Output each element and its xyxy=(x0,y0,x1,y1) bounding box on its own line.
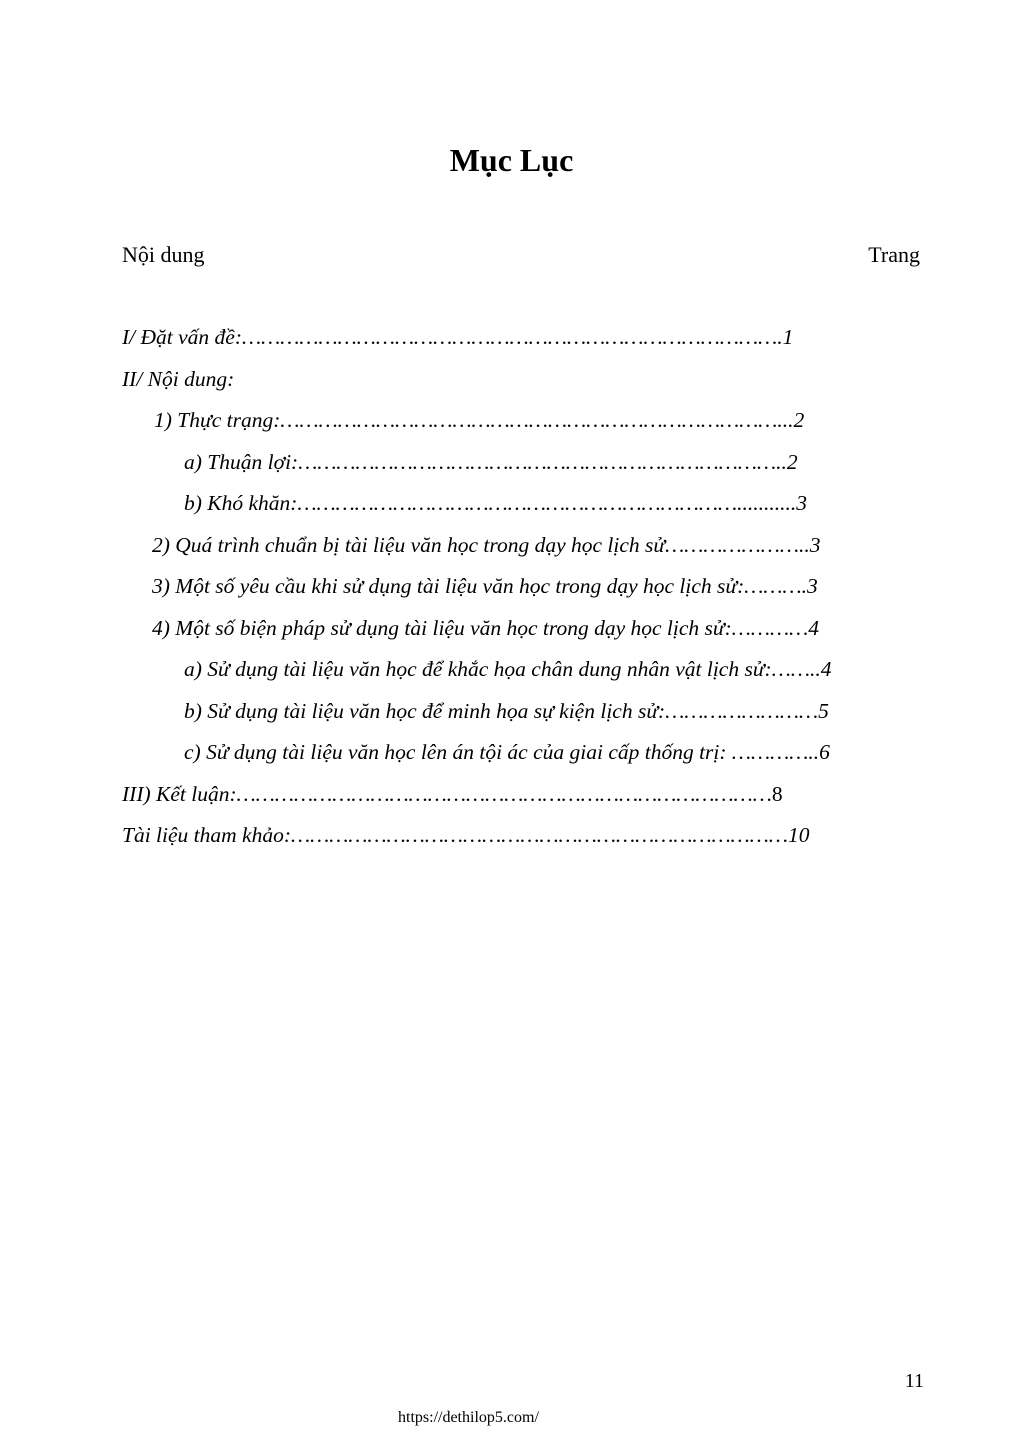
toc-entry-bien-phap xyxy=(152,613,819,643)
toc-entry-khac-hoa-chan-dung xyxy=(184,654,831,684)
toc-entry-page-number: 8 xyxy=(771,782,783,806)
page-title: Mục Lục xyxy=(449,142,574,178)
toc-entry-text: II/ Nội dung: xyxy=(122,367,235,391)
toc-entry-text: 2) Quá trình chuẩn bị tài liệu văn học trong dạy học lịch sử…………………..3 xyxy=(152,533,821,557)
toc-entry-text: 3) Một số yêu cầu khi sử dụng tài liệu văn học trong dạy học lịch sử:……….3 xyxy=(152,574,818,598)
toc-entry-text: b) Khó khăn:……………………………………………………………...........3 xyxy=(184,491,808,515)
toc-entry-text: b) Sử dụng tài liệu văn học để minh họa sự kiện lịch sử:……………………5 xyxy=(184,699,829,723)
footer-url: https://dethilop5.com/ xyxy=(398,1409,539,1426)
toc-entry-text: a) Sử dụng tài liệu văn học để khắc họa chân dung nhân vật lịch sử:……..4 xyxy=(184,657,832,681)
toc-entry-text: Tài liệu tham khảo:……………………………………………………………………10 xyxy=(122,823,810,847)
toc-entry-text: 1) Thực trạng:……………………………………………………………………...2 xyxy=(154,408,805,432)
toc-entry-yeu-cau xyxy=(152,571,818,601)
content-column-header: Nội dung xyxy=(122,242,205,267)
page-number: 11 xyxy=(904,1370,924,1392)
toc-entry-text: III) Kết luận:………………………………………………………………………… xyxy=(122,782,772,806)
toc-entry-thuc-trang xyxy=(154,405,804,435)
toc-entry-text: c) Sử dụng tài liệu văn học lên án tội ác của giai cấp thống trị: …………..6 xyxy=(184,740,830,764)
toc-entry-kho-khan xyxy=(184,488,807,518)
toc-entry-len-an-toi-ac xyxy=(184,737,830,767)
toc-entry-dat-van-de xyxy=(122,322,793,352)
toc-entry-text: I/ Đặt vấn đề:………………………………………………………………………….1 xyxy=(122,325,794,349)
toc-entry-ket-luan xyxy=(122,779,783,809)
toc-entry-minh-hoa-su-kien xyxy=(184,696,829,726)
toc-entry-text: 4) Một số biện pháp sử dụng tài liệu văn học trong dạy học lịch sử:…………4 xyxy=(152,616,820,640)
page-column-header: Trang xyxy=(868,242,920,267)
toc-entry-text: a) Thuận lợi:…………………………………………………………………..2 xyxy=(184,450,798,474)
toc-entry-thuan-loi xyxy=(184,447,798,477)
toc-entry-tai-lieu-tham-khao xyxy=(122,820,810,850)
toc-entry-qua-trinh-chuan-bi xyxy=(152,530,820,560)
toc-entry-noi-dung xyxy=(122,364,234,394)
